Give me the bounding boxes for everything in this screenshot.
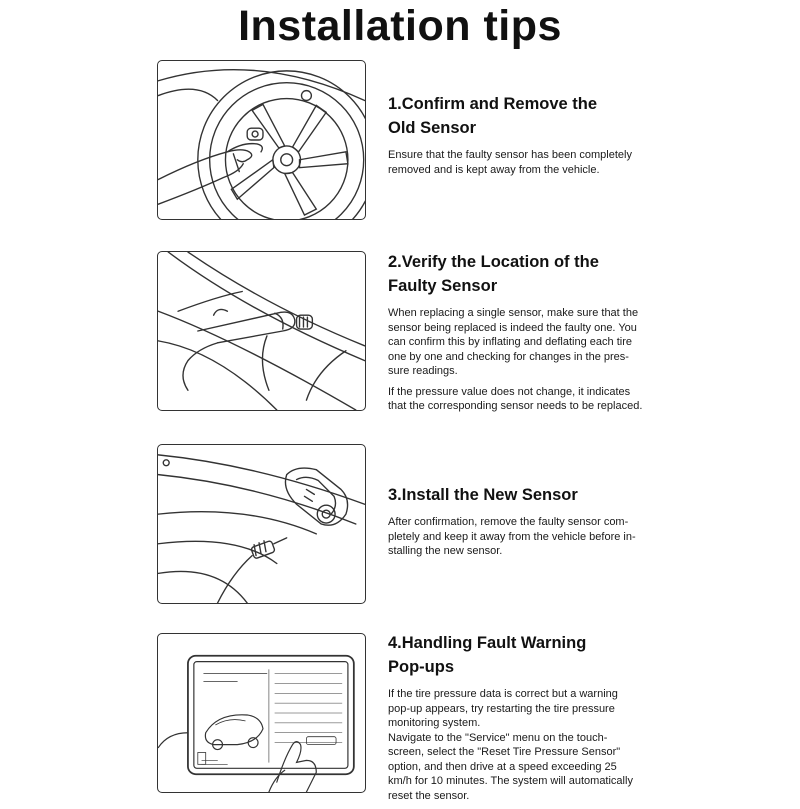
touchscreen-reset-illustration xyxy=(157,633,366,793)
wheel-sensor-illustration xyxy=(157,60,366,220)
step-3 xyxy=(388,483,688,565)
step-1 xyxy=(388,92,688,183)
step-heading: 3.Install the New Sensor xyxy=(388,486,578,504)
step-heading: 4.Handling Fault Warning Pop-ups xyxy=(388,634,587,676)
page-title: Installation tips xyxy=(238,2,562,50)
new-sensor-install-illustration xyxy=(157,444,366,604)
step-2 xyxy=(388,250,688,420)
step-heading: 1.Confirm and Remove the Old Sensor xyxy=(388,95,598,137)
step-paragraph: If the pressure value does not change, it indicates that the corresponding sensor needs to be replaced. xyxy=(388,385,643,412)
step-paragraph: After confirmation, remove the faulty sensor com- pletely and keep it away from the vehicle before in- stalling the new sensor. xyxy=(388,516,636,557)
step-paragraph: If the tire pressure data is correct but a warning pop-up appears, try restarting the tire pressure monitoring system. Navigate to the "Service" menu on the touch- screen, select the "Reset Tire Pressure Sensor" option, and then drive at a speed exceeding 25 km/h for 10 minutes. The system will automatically reset the sensor. xyxy=(388,688,633,802)
finger-pointing-sensor-illustration xyxy=(157,251,366,411)
step-heading: 2.Verify the Location of the Faulty Sensor xyxy=(388,253,599,295)
step-paragraph: When replacing a single sensor, make sure that the sensor being replaced is indeed the faulty one. You can confirm this by inflating and deflating each tire one by one and checking for changes in the pres- sure readings. xyxy=(388,307,639,377)
step-4 xyxy=(388,631,688,809)
step-paragraph: Ensure that the faulty sensor has been completely removed and is kept away from the vehicle. xyxy=(388,149,632,176)
